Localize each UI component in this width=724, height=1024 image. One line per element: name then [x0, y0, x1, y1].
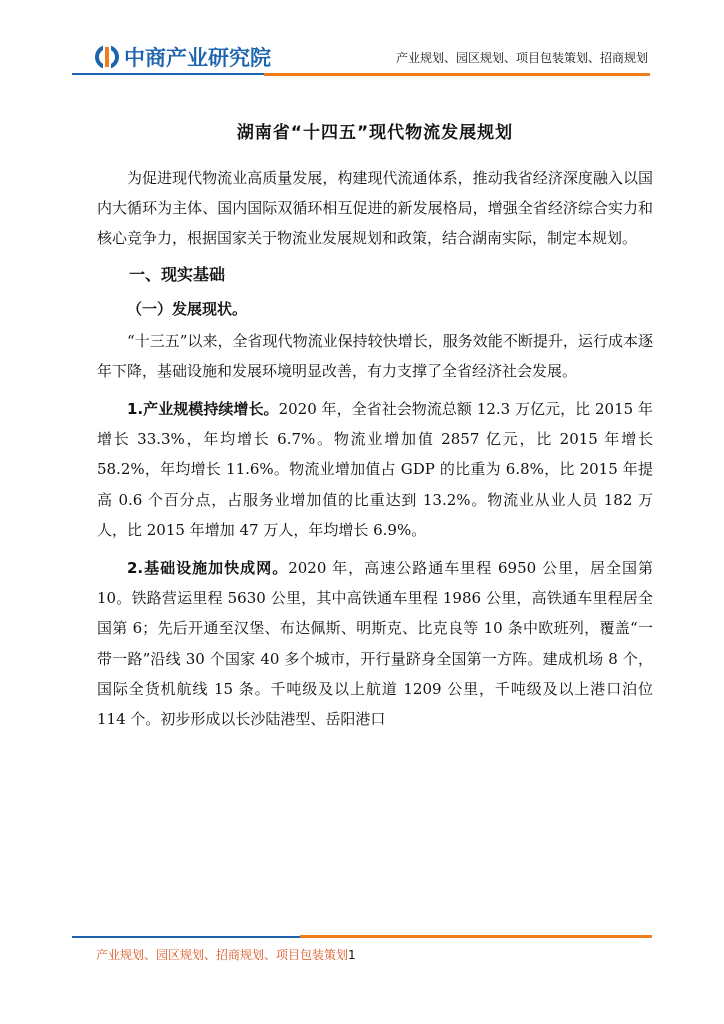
item-paragraph [97, 553, 653, 734]
header-divider-orange [264, 73, 650, 76]
logo-mark-icon [94, 44, 120, 70]
logo-text: 中商产业研究院 [124, 46, 271, 70]
item-text: 2020 年，全省社会物流总额 12.3 万亿元，比 2015 年增长 33.3%，年均增长 6.7%。物流业增加值 2857 亿元，比 2015 年增长 58.2%，年均增长 11.6%。物流业增加值占 GDP 的比重为 6.8%，比 2015 年提高 0.6 个百分点，占服务业增加值的比重达到 13.2%。物流业从业人员 182 万人，比 2015 年增加 47 万人，年均增长 6.9%。 [97, 400, 653, 539]
intro-paragraph: 为促进现代物流业高质量发展，构建现代流通体系，推动我省经济深度融入以国内大循环为主体、国内国际双循环相互促进的新发展格局，增强全省经济综合实力和核心竞争力，根据国家关于物流业发展规划和政策，结合湖南实际，制定本规划。 [97, 169, 653, 248]
footer-divider-blue [72, 936, 300, 938]
section-heading: 一、现实基础 [129, 264, 226, 284]
page-number: 1 [348, 948, 356, 962]
subsection-heading: （一）发展现状。 [127, 299, 248, 318]
header-divider-blue [72, 73, 264, 75]
header-tagline: 产业规划、园区规划、项目包装策划、招商规划 [395, 51, 648, 65]
document-body [97, 118, 653, 734]
item-text: 2020 年，高速公路通车里程 6950 公里，居全国第 10。铁路营运里程 5630 公里，其中高铁通车里程 1986 公里，高铁通车里程居全国第 6；先后开通至汉堡、布达佩斯、明斯克、比克良等 10 条中欧班列，覆盖“一带一路”沿线 30 个国家 40 多个城市，开行量跻身全国第一方阵。建成机场 8 个，国际全货机航线 15 条。千吨级及以上航道 1209 公里，千吨级及以上港口泊位 114 个。初步形成以长沙陆港型、岳阳港口 [97, 559, 654, 729]
logo [94, 42, 271, 72]
subsection-paragraph: “十三五”以来，全省现代物流业保持较快增长，服务效能不断提升，运行成本逐年下降，基础设施和发展环境明显改善，有力支撑了全省经济社会发展。 [97, 331, 653, 380]
item-lead: 2.基础设施加快成网。 [127, 559, 289, 578]
item-paragraph [97, 394, 653, 545]
page-header [0, 0, 724, 80]
document-title: 湖南省“十四五”现代物流发展规划 [236, 123, 514, 143]
footer-tagline: 产业规划、园区规划、招商规划、项目包装策划 [96, 948, 349, 962]
page-footer [0, 928, 724, 968]
footer-text [96, 946, 356, 963]
item-lead: 1.产业规模持续增长。 [127, 400, 279, 419]
footer-divider-orange [300, 935, 652, 938]
